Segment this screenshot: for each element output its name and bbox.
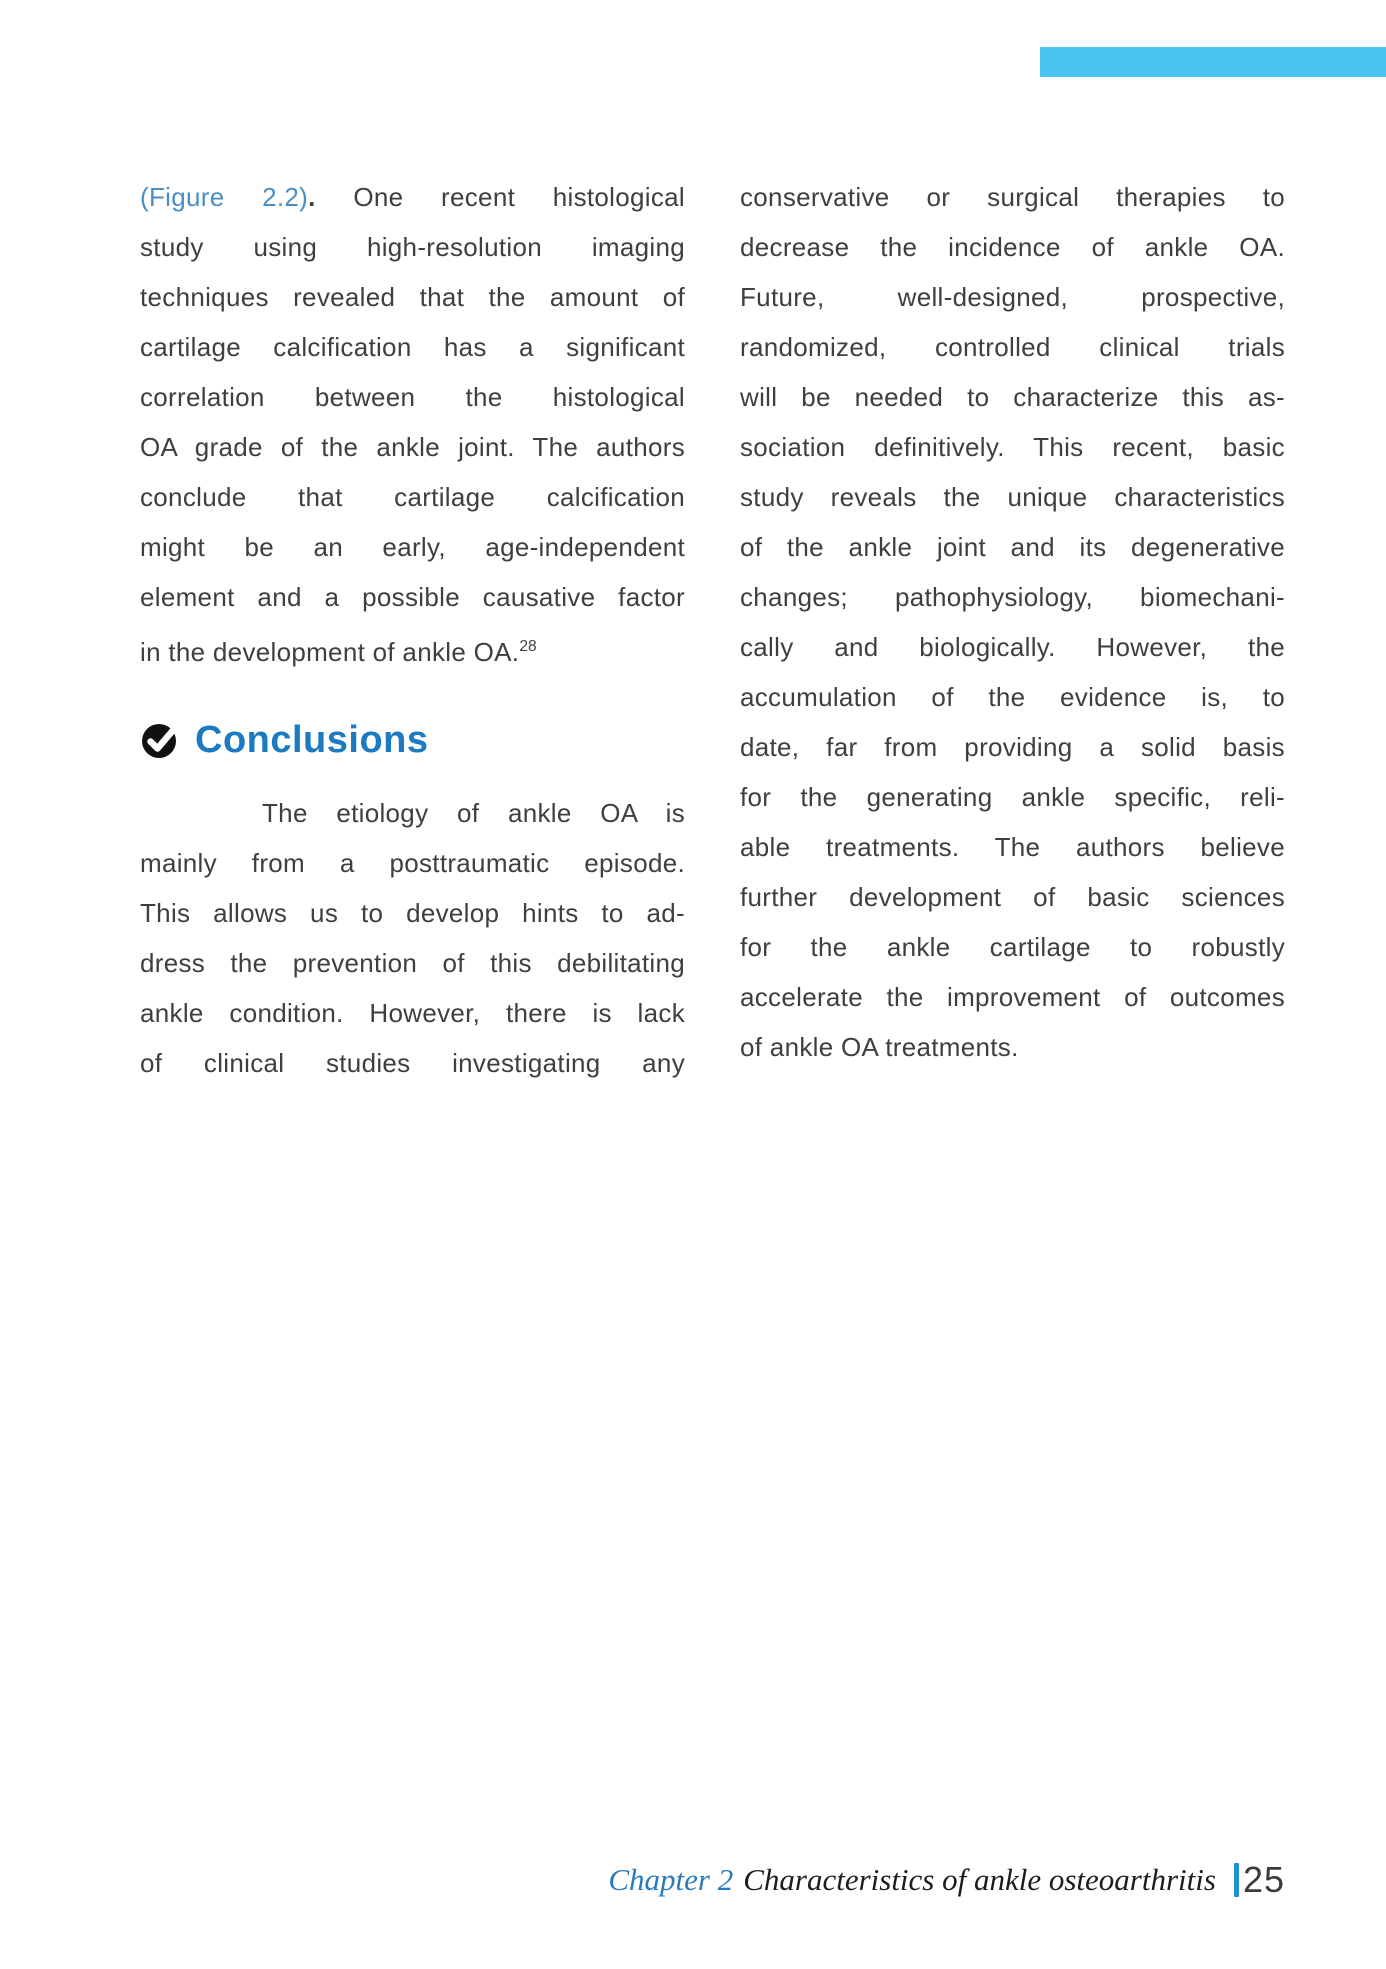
text-line <box>740 1022 1285 1072</box>
text-segment: OA grade of the ankle joint. The authors <box>140 432 685 462</box>
text-segment: cartilage calcification has a significant <box>140 332 685 362</box>
header-accent-bar <box>1040 47 1386 77</box>
text-line <box>140 1038 685 1088</box>
text-segment: study using high-resolution imaging <box>140 232 685 262</box>
text-line <box>740 372 1285 422</box>
text-segment: accelerate the improvement of outcomes <box>740 982 1285 1012</box>
text-segment: randomized, controlled clinical trials <box>740 332 1285 362</box>
text-line <box>740 822 1285 872</box>
text-line <box>740 472 1285 522</box>
text-line <box>140 788 685 838</box>
text-segment: element and a possible causative factor <box>140 582 685 612</box>
text-line <box>740 972 1285 1022</box>
text-segment: Future, well-designed, prospective, <box>740 282 1285 312</box>
text-line <box>140 572 685 622</box>
footer-chapter-label: Chapter 2 <box>608 1862 734 1897</box>
text-line <box>740 172 1285 222</box>
citation-superscript: 28 <box>519 638 537 655</box>
paragraph-therapies <box>740 172 1285 1072</box>
text-segment: further development of basic sciences <box>740 882 1285 912</box>
text-line <box>740 772 1285 822</box>
text-line <box>740 522 1285 572</box>
text-line <box>140 222 685 272</box>
text-line <box>740 272 1285 322</box>
text-segment: of the ankle joint and its degenerative <box>740 532 1285 562</box>
paragraph-histology <box>140 172 685 672</box>
text-segment: of clinical studies investigating any <box>140 1048 685 1078</box>
text-segment: will be needed to characterize this as- <box>740 382 1285 412</box>
text-line <box>140 372 685 422</box>
text-line <box>140 272 685 322</box>
running-footer <box>608 1858 1285 1902</box>
text-segment: conservative or surgical therapies to <box>740 182 1285 212</box>
text-segment: . <box>308 182 316 212</box>
text-column-right <box>740 172 1285 1072</box>
text-segment: This allows us to develop hints to ad- <box>140 898 685 928</box>
text-segment: for the ankle cartilage to robustly <box>740 932 1285 962</box>
text-segment: able treatments. The authors believe <box>740 832 1285 862</box>
text-line <box>140 988 685 1038</box>
paragraph-etiology <box>140 788 685 1088</box>
text-line <box>140 838 685 888</box>
footer-chapter-title: Characteristics of ankle osteoarthritis <box>743 1862 1216 1897</box>
text-segment: of ankle OA treatments. <box>740 1032 1019 1062</box>
text-line <box>740 872 1285 922</box>
figure-reference-link[interactable]: (Figure 2.2) <box>140 182 309 212</box>
text-line <box>740 422 1285 472</box>
text-line <box>140 938 685 988</box>
text-segment: mainly from a posttraumatic episode. <box>140 848 685 878</box>
text-line <box>140 322 685 372</box>
text-segment: accumulation of the evidence is, to <box>740 682 1285 712</box>
conclusions-heading <box>140 710 685 770</box>
text-segment: in the development of ankle OA. <box>140 637 520 667</box>
text-line <box>140 472 685 522</box>
conclusions-heading-label: Conclusions <box>195 719 429 761</box>
page-number: 25 <box>1242 1859 1285 1900</box>
text-line <box>740 572 1285 622</box>
text-line <box>140 622 685 672</box>
text-segment: study reveals the unique characteristics <box>740 482 1285 512</box>
text-segment: date, far from providing a solid basis <box>740 732 1285 762</box>
text-segment: correlation between the histological <box>140 382 685 412</box>
text-segment: changes; pathophysiology, biomechani- <box>740 582 1285 612</box>
text-line <box>740 922 1285 972</box>
text-segment: The etiology of ankle OA is <box>262 798 685 828</box>
text-line <box>140 422 685 472</box>
text-segment: ankle condition. However, there is lack <box>140 998 685 1028</box>
text-segment: conclude that cartilage calcification <box>140 482 685 512</box>
text-segment: might be an early, age-independent <box>140 532 685 562</box>
text-segment: for the generating ankle specific, reli- <box>740 782 1285 812</box>
text-line <box>740 722 1285 772</box>
text-line <box>740 672 1285 722</box>
text-line <box>140 888 685 938</box>
text-line <box>140 172 685 222</box>
check-circle-icon <box>140 720 180 760</box>
text-line <box>740 322 1285 372</box>
text-segment: decrease the incidence of ankle OA. <box>740 232 1285 262</box>
text-column-left <box>140 172 685 1088</box>
text-segment: sociation definitively. This recent, basic <box>740 432 1285 462</box>
page-number-divider <box>1234 1863 1239 1897</box>
text-segment: dress the prevention of this debilitating <box>140 948 685 978</box>
text-line <box>140 522 685 572</box>
text-line <box>740 222 1285 272</box>
text-segment: techniques revealed that the amount of <box>140 282 685 312</box>
text-line <box>740 622 1285 672</box>
text-segment: cally and biologically. However, the <box>740 632 1285 662</box>
text-segment: One recent histological <box>315 182 685 212</box>
